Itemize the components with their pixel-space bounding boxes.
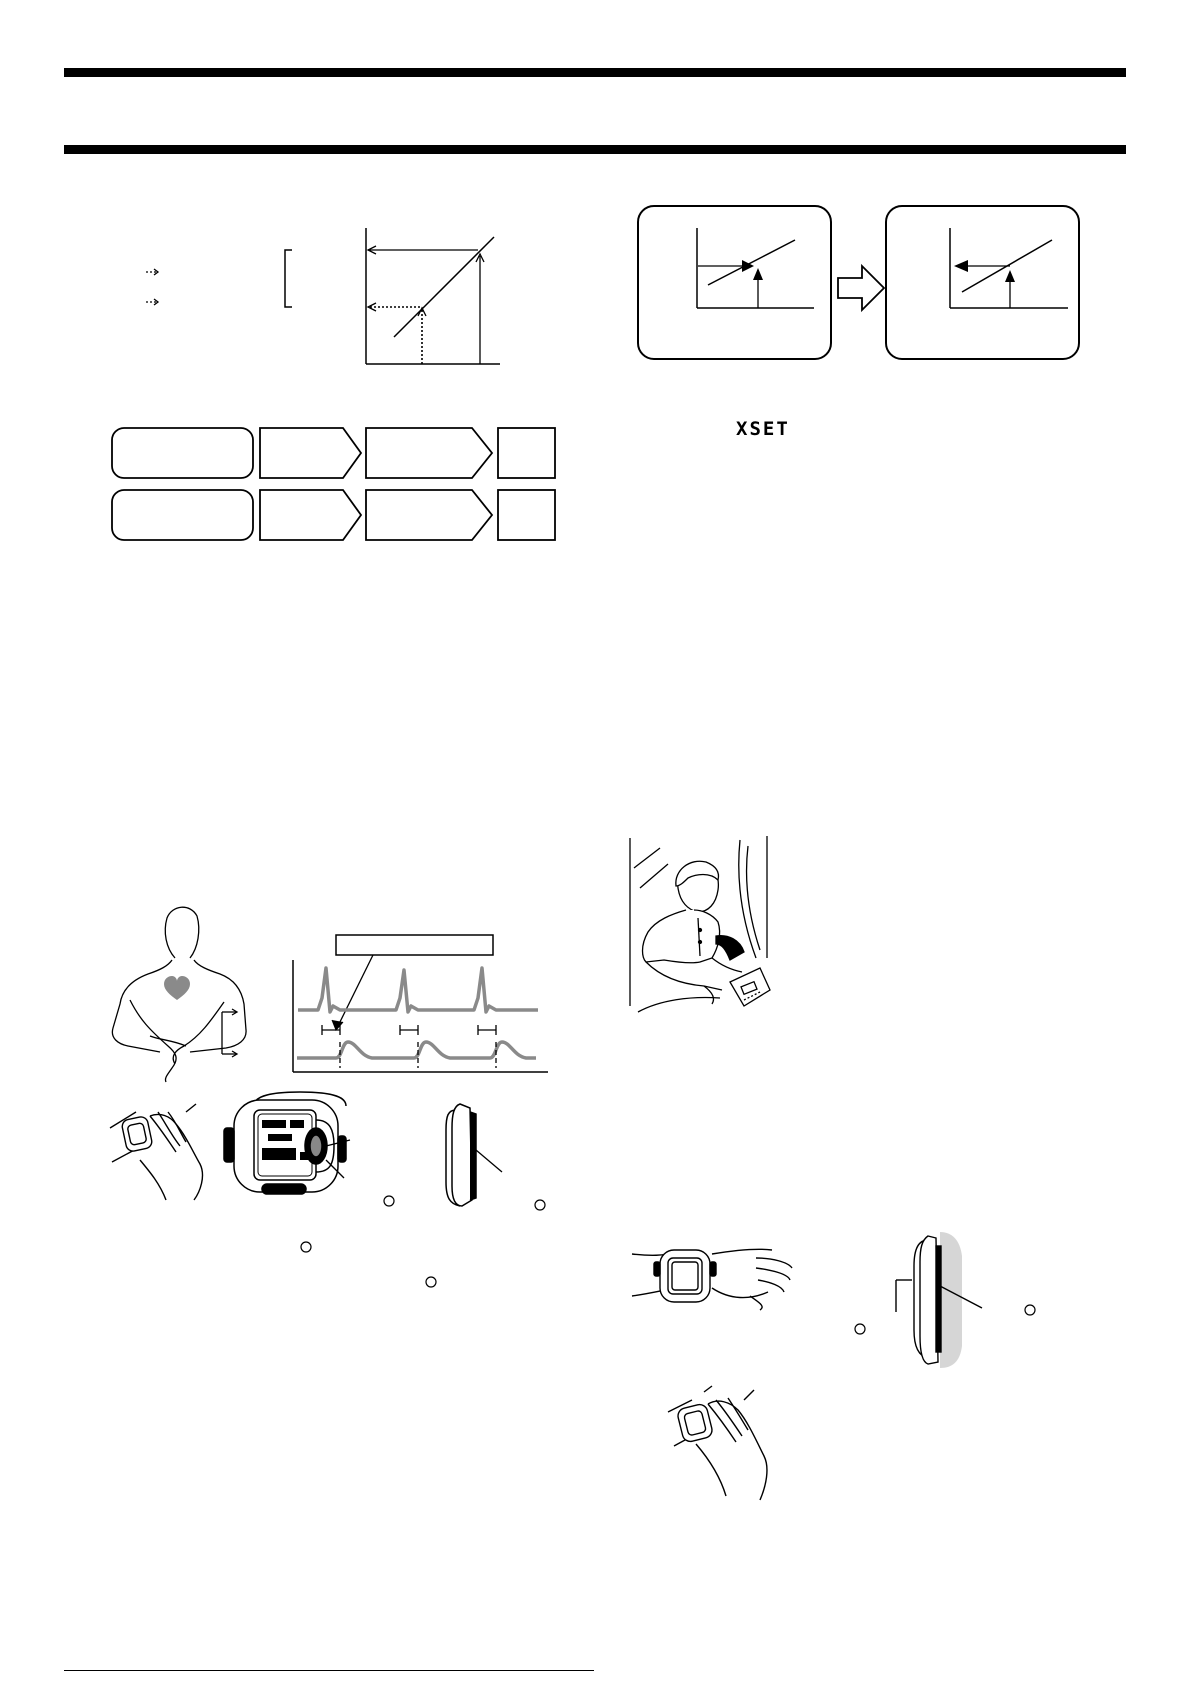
footer-rule [64, 1670, 594, 1671]
lcd-xset-label: XSET [736, 418, 790, 440]
